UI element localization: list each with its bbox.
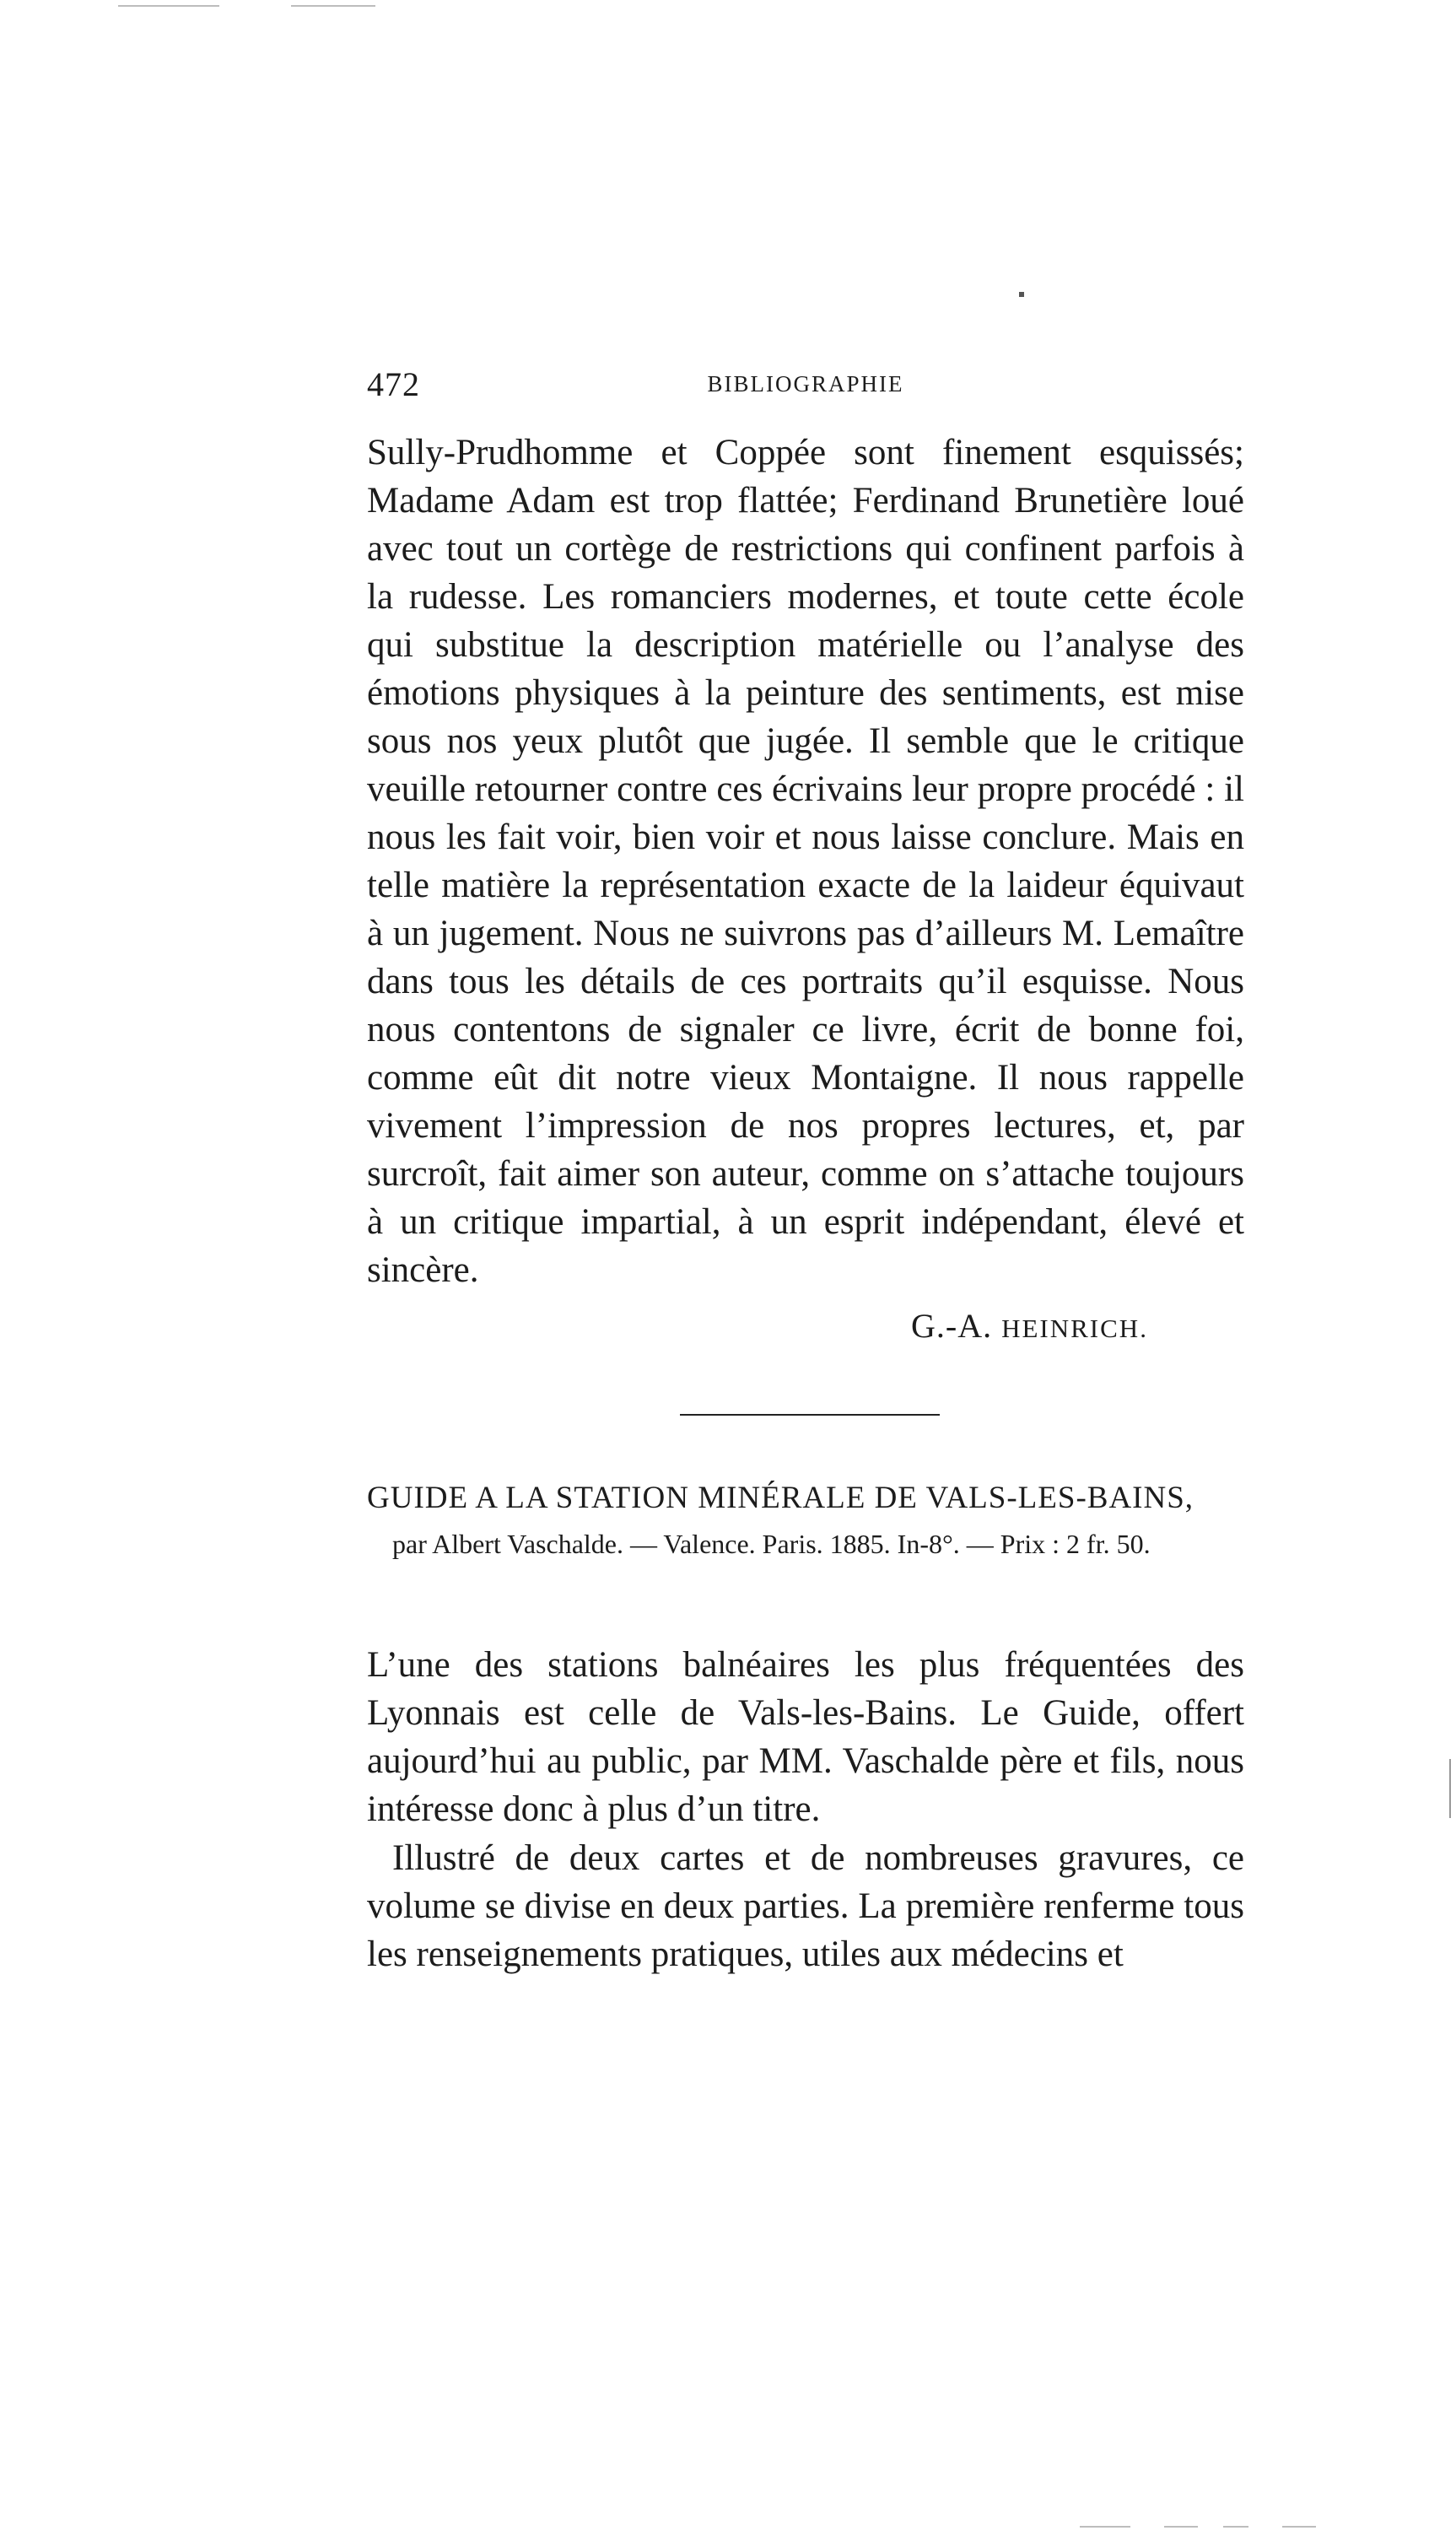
- page-number: 472: [367, 365, 420, 403]
- signature-name: HEINRICH.: [1001, 1314, 1148, 1343]
- entry-title: GUIDE A LA STATION MINÉRALE DE VALS-LES-BAINS,: [367, 1481, 1194, 1515]
- section-divider: [680, 1414, 940, 1416]
- entry-paragraph-2: Illustré de deux cartes et de nombreuses gravures, ce volume se divise en deux parties. La première renferme tous les renseignements pratiques, utiles aux médecins et: [367, 1838, 1244, 1974]
- page-header: [367, 364, 1244, 415]
- review-signature: [911, 1306, 1148, 1346]
- review-paragraph: Sully-Prudhomme et Coppée sont finement esquissés; Madame Adam est trop flattée; Ferdinand Brunetière loué avec tout un cortège de restrictions qui confinent parfois à la rudesse. Les romanciers modernes, et toute cette école qui substitue la description matérielle ou l’analyse des émotions physiques à la peinture des sentiments, est mise sous nos yeux plutôt que jugée. Il semble que le critique veuille retourner contre ces écrivains leur propre procédé : il nous les fait voir, bien voir et nous laisse conclure. Mais en telle matière la représentation exacte de la laideur équivaut à un jugement. Nous ne suivrons pas d’ailleurs M. Lemaître dans tous les détails de ces portraits qu’il esquisse. Nous nous contentons de signaler ce livre, écrit de bonne foi, comme eût dit notre vieux Montaigne. Il nous rappelle vivement l’impression de nos propres lectures, et, par surcroît, fait aimer son auteur, comme on s’attache toujours à un critique impartial, à un esprit indépendant, élevé et sincère.: [367, 433, 1244, 1290]
- running-head: BIBLIOGRAPHIE: [707, 371, 904, 397]
- entry-publication-details: par Albert Vaschalde. — Valence. Paris. 1885. In-8°. — Prix : 2 fr. 50.: [392, 1529, 1151, 1559]
- signature-initials: G.-A.: [911, 1307, 1002, 1345]
- entry-paragraph-1: L’une des stations balnéaires les plus fréquentées des Lyonnais est celle de Vals-les-Bains. Le Guide, offert aujourd’hui au public, par MM. Vaschalde père et fils, nous intéresse donc à plus d’un titre.: [367, 1645, 1244, 1829]
